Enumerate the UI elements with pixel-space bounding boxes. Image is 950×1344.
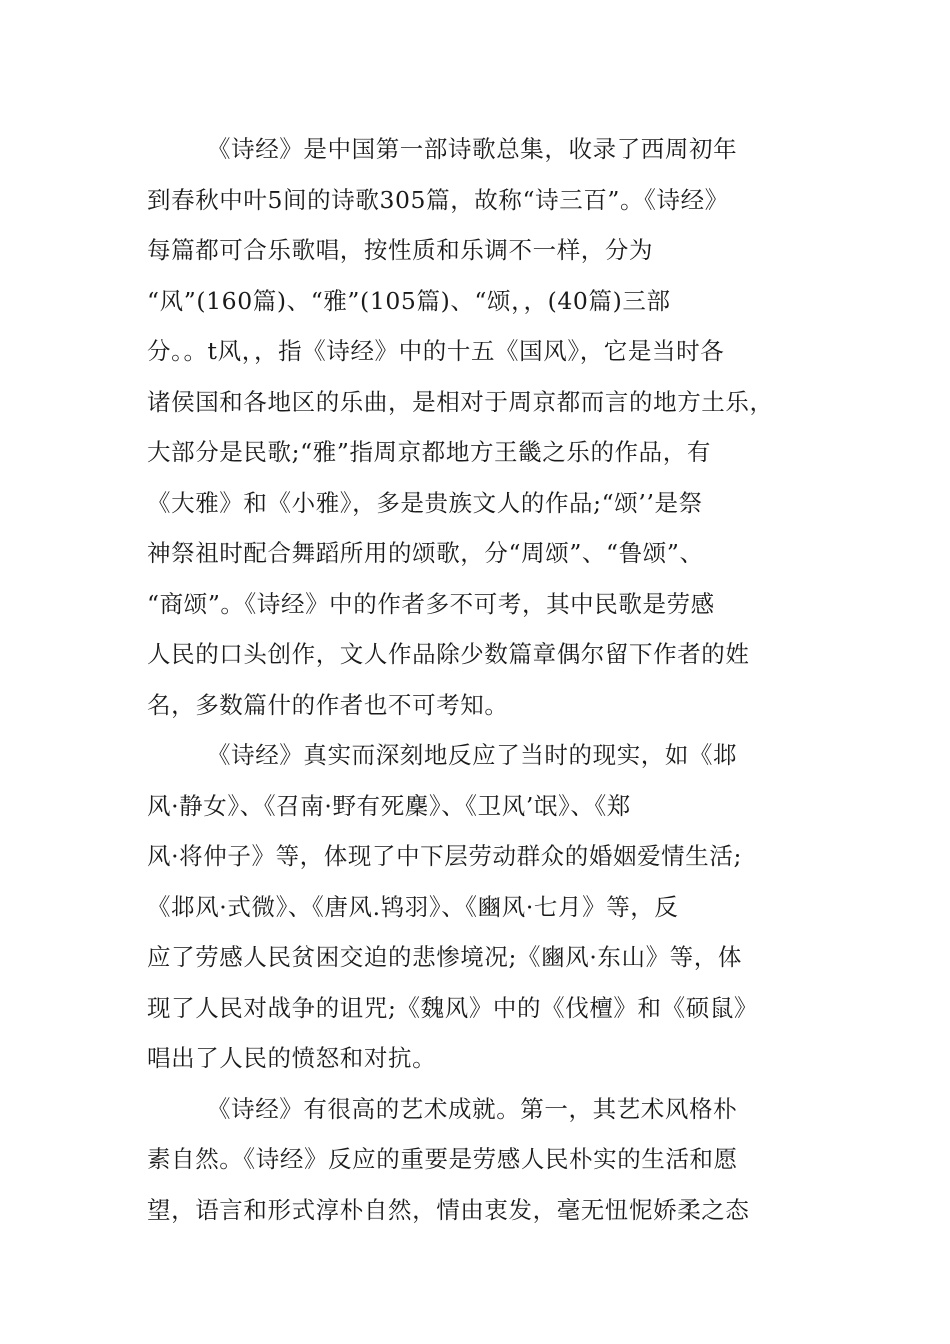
paragraph-1-line-8: 《大雅》和《小雅》，多是贵族文人的作品;“颂’’是祭	[147, 488, 703, 517]
paragraph-2-line-4: 《邶风·式微》、《唐风.鸨羽》、《豳风·七月》等，反	[147, 892, 679, 921]
paragraph-1-line-5: 分。。t风，，指《诗经》中的十五《国风》，它是当时各	[147, 337, 725, 365]
body-text	[147, 124, 807, 1235]
paragraph-1-line-7: 大部分是民歌;“雅”指周京都地方王畿之乐的作品，有	[147, 438, 711, 466]
paragraph-1-line-11: 人民的口头创作，文人作品除少数篇章偶尔留下作者的姓	[147, 640, 750, 668]
paragraph-1-line-6: 诸侯国和各地区的乐曲，是相对于周京都而言的地方土乐，	[147, 387, 774, 416]
paragraph-2-line-2: 风·静女》、《召南·野有死麇》、《卫风’氓》、《郑	[147, 791, 631, 820]
paragraph-3-line-1: 《诗经》有很高的艺术成就。第一，其艺术风格朴	[207, 1094, 738, 1123]
paragraph-2-line-1: 《诗经》真实而深刻地反应了当时的现实，如《邶	[207, 741, 738, 769]
paragraph-2-line-5: 应了劳感人民贫困交迫的悲惨境况;《豳风·东山》等，体	[147, 943, 742, 971]
paragraph-1-line-4: “风”(160篇)、“雅”(105篇)、“颂，，(40篇)三部	[147, 286, 671, 315]
paragraph-1-line-1: 《诗经》是中国第一部诗歌总集，收录了西周初年	[207, 135, 738, 163]
paragraph-1-line-12: 名，多数篇什的作者也不可考知。	[147, 690, 509, 719]
paragraph-2-line-7: 唱出了人民的愤怒和对抗。	[147, 1044, 437, 1072]
paragraph-3-line-2: 素自然。《诗经》反应的重要是劳感人民朴实的生活和愿	[147, 1145, 738, 1173]
paragraph-1-line-2: 到春秋中叶5间的诗歌305篇，故称“诗三百”。《诗经》	[147, 185, 729, 214]
paragraph-1-line-10: “商颂”。《诗经》中的作者多不可考，其中民歌是劳感	[147, 589, 715, 618]
paragraph-1-line-3: 每篇都可合乐歌唱，按性质和乐调不一样，分为	[147, 236, 654, 264]
paragraph-2-line-3: 风·将仲子》等，体现了中下层劳动群众的婚姻爱情生活;	[147, 842, 742, 870]
paragraph-2-line-6: 现了人民对战争的诅咒;《魏风》中的《伐檀》和《硕鼠》	[147, 993, 759, 1022]
paragraph-1-line-9: 神祭祖时配合舞蹈所用的颂歌，分“周颂”、“鲁颂”、	[147, 539, 704, 567]
paragraph-3-line-3: 望，语言和形式淳朴自然，情由衷发，毫无忸怩娇柔之态	[147, 1195, 750, 1224]
